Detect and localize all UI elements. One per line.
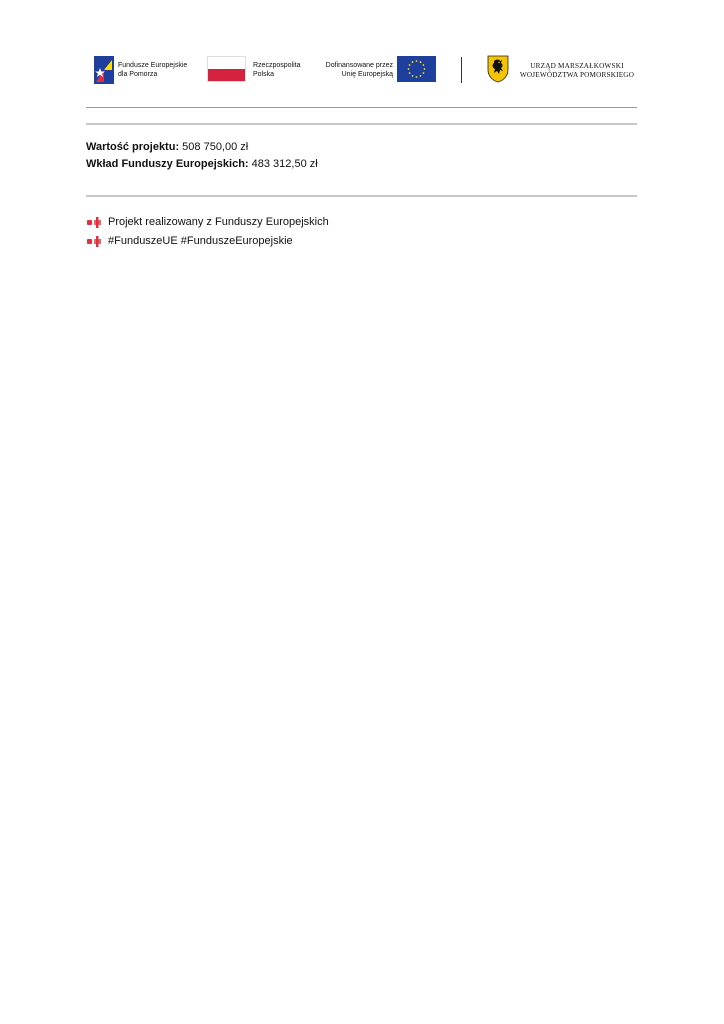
umw-logo-line1: URZĄD MARSZAŁKOWSKI (530, 62, 624, 70)
bullet-text: #FunduszeUE #FunduszeEuropejskie (108, 235, 293, 247)
umw-logo-line2: WOJEWÓDZTWA POMORSKIEGO (519, 70, 635, 79)
eu-star (409, 72, 411, 74)
fe-logo-line2: dla Pomorza (118, 70, 158, 78)
eu-contribution-value: 483 312,50 zł (251, 158, 318, 170)
eu-star (423, 64, 425, 66)
pl-logo-text (253, 62, 300, 79)
umw-logo-text (517, 62, 637, 79)
poland-flag-icon (207, 56, 246, 82)
eu-contribution-label: Wkład Funduszy Europejskich: (86, 158, 249, 170)
project-value: 508 750,00 zł (182, 141, 249, 153)
logo-divider (461, 57, 462, 83)
eu-star (408, 68, 410, 70)
list-item (86, 232, 329, 251)
pl-logo-line2: Polska (253, 70, 275, 78)
eu-contribution-row (86, 156, 318, 173)
eu-star (416, 76, 418, 78)
eu-star (409, 64, 411, 66)
fe-logo-line1: Fundusze Europejskie (118, 62, 188, 69)
section-divider-bottom (86, 195, 637, 197)
funds-bullet-icon (87, 217, 103, 228)
eu-flag-icon (397, 56, 436, 82)
eu-star (420, 61, 422, 63)
fundusze-europejskie-logo-icon (94, 56, 114, 84)
eu-logo-line2: Unię Europejską (341, 70, 393, 78)
funds-bullet-icon (87, 236, 103, 247)
fe-logo-text (118, 62, 187, 79)
project-value-label: Wartość projektu: (86, 141, 180, 153)
eu-star (420, 75, 422, 77)
bullet-list (86, 213, 329, 251)
project-value-row (86, 139, 318, 156)
logo-bar (86, 50, 638, 88)
section-divider-top (86, 123, 637, 125)
eu-logo-text (319, 62, 393, 79)
eu-star (423, 72, 425, 74)
header-rule (86, 107, 637, 108)
bullet-text: Projekt realizowany z Funduszy Europejskich (108, 216, 329, 228)
eu-star (424, 68, 426, 70)
eu-logo-line1: Dofinansowane przez (325, 62, 393, 69)
list-item (86, 213, 329, 232)
project-info (86, 139, 318, 173)
eu-star (412, 75, 414, 77)
eu-star (416, 60, 418, 62)
eu-star (412, 61, 414, 63)
pomorskie-griffin-crest-icon (487, 55, 509, 83)
pl-logo-line1: Rzeczpospolita (253, 62, 301, 69)
